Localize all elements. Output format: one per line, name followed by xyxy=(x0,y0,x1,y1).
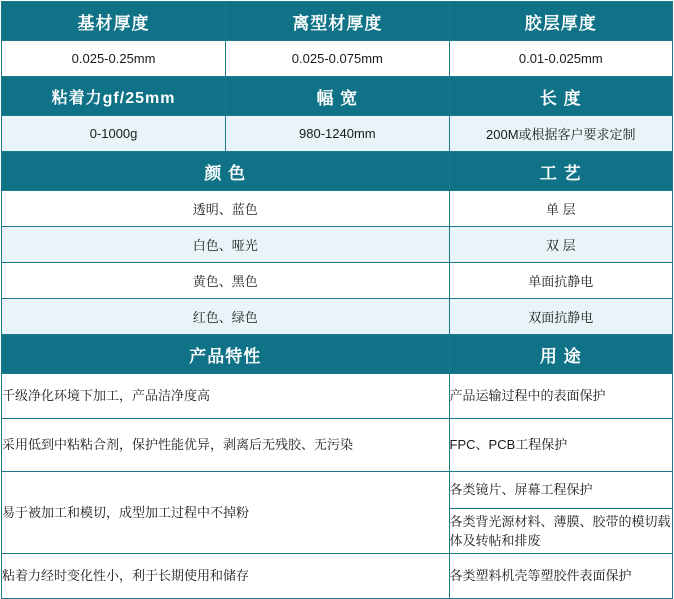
value-cell-width: 980-1240mm xyxy=(226,116,449,152)
table-row xyxy=(2,77,673,116)
use-item-3: 各类镜片、屏幕工程保护 xyxy=(449,472,672,509)
table-row xyxy=(2,227,673,263)
value-cell-color-3: 黄色、黑色 xyxy=(2,263,450,299)
value-cell-color-4: 红色、绿色 xyxy=(2,299,450,335)
value-cell-color-1: 透明、蓝色 xyxy=(2,191,450,227)
value-cell-color-2: 白色、哑光 xyxy=(2,227,450,263)
table-row xyxy=(2,374,673,419)
table-row xyxy=(2,472,673,509)
header-cell-process: 工 艺 xyxy=(449,152,672,191)
product-spec-table xyxy=(1,1,673,599)
header-cell-adhesive-thickness: 胶层厚度 xyxy=(449,2,672,41)
table-row xyxy=(2,335,673,374)
table-row xyxy=(2,191,673,227)
use-item-1: 产品运输过程中的表面保护 xyxy=(449,374,672,419)
table-row xyxy=(2,41,673,77)
value-cell-process-2: 双 层 xyxy=(449,227,672,263)
feature-item-1: 千级净化环境下加工，产品洁净度高 xyxy=(2,374,450,419)
table-row xyxy=(2,2,673,41)
header-cell-color: 颜 色 xyxy=(2,152,450,191)
header-cell-width: 幅 宽 xyxy=(226,77,449,116)
table-row xyxy=(2,554,673,599)
header-cell-release-thickness: 离型材厚度 xyxy=(226,2,449,41)
value-cell-adhesive-thickness: 0.01-0.025mm xyxy=(449,41,672,77)
table-row xyxy=(2,116,673,152)
use-item-2: FPC、PCB工程保护 xyxy=(449,419,672,472)
header-cell-features: 产品特性 xyxy=(2,335,450,374)
header-cell-base-thickness: 基材厚度 xyxy=(2,2,226,41)
header-cell-uses: 用 途 xyxy=(449,335,672,374)
table-row xyxy=(2,299,673,335)
feature-item-3: 易于被加工和模切，成型加工过程中不掉粉 xyxy=(2,472,450,554)
value-cell-adhesion: 0-1000g xyxy=(2,116,226,152)
table-row xyxy=(2,152,673,191)
header-cell-length: 长 度 xyxy=(449,77,672,116)
value-cell-base-thickness: 0.025-0.25mm xyxy=(2,41,226,77)
value-cell-process-3: 单面抗静电 xyxy=(449,263,672,299)
value-cell-process-4: 双面抗静电 xyxy=(449,299,672,335)
value-cell-process-1: 单 层 xyxy=(449,191,672,227)
value-cell-length: 200M或根据客户要求定制 xyxy=(449,116,672,152)
header-cell-adhesion: 粘着力gf/25mm xyxy=(2,77,226,116)
feature-item-2: 采用低到中粘粘合剂，保护性能优异，剥离后无残胶、无污染 xyxy=(2,419,450,472)
table-row xyxy=(2,263,673,299)
feature-item-4: 粘着力经时变化性小，利于长期使用和储存 xyxy=(2,554,450,599)
value-cell-release-thickness: 0.025-0.075mm xyxy=(226,41,449,77)
use-item-4: 各类背光源材料、薄膜、胶带的模切载体及转帖和排废 xyxy=(449,509,672,554)
use-item-5: 各类塑料机壳等塑胶件表面保护 xyxy=(449,554,672,599)
table-row xyxy=(2,419,673,472)
